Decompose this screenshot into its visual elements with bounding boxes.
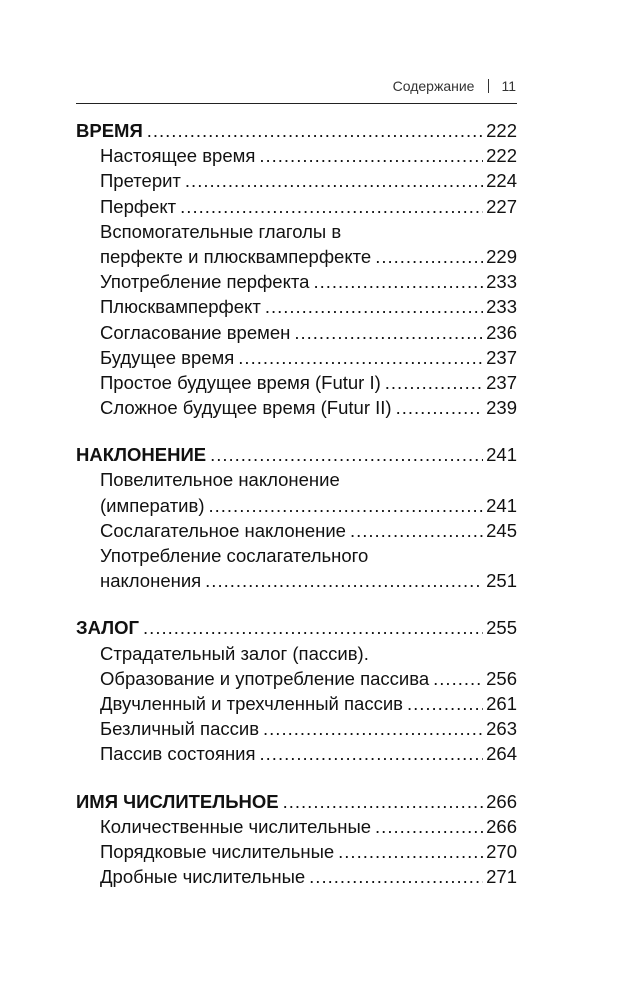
toc-subentry[interactable] <box>76 814 517 839</box>
subentry-title: Повелительное наклонение <box>100 469 340 491</box>
toc-chapter-entry[interactable] <box>76 118 517 143</box>
subentry-title: наклонения <box>100 570 202 592</box>
toc-subentry[interactable] <box>76 395 517 420</box>
toc-subentry[interactable] <box>76 143 517 168</box>
dot-leader <box>375 244 483 269</box>
dot-leader <box>238 345 483 370</box>
page-number: 11 <box>501 78 516 94</box>
dot-leader <box>283 789 484 814</box>
header-rule <box>76 103 517 104</box>
toc-subentry[interactable] <box>76 518 517 543</box>
toc-subentry-line[interactable] <box>76 543 517 568</box>
subentry-title: перфекте и плюсквамперфекте <box>100 245 372 267</box>
subentry-page-number: 256 <box>486 667 517 689</box>
dot-leader <box>209 493 484 518</box>
toc-subentry[interactable] <box>76 345 517 370</box>
dot-leader <box>375 814 483 839</box>
toc-chapter-entry[interactable] <box>76 615 517 640</box>
dot-leader <box>385 370 483 395</box>
subentry-title: Плюсквамперфект <box>100 296 261 318</box>
chapter-page-number: 255 <box>486 617 517 639</box>
toc-subentry[interactable] <box>76 370 517 395</box>
toc-subentry[interactable] <box>76 320 517 345</box>
dot-leader <box>396 395 484 420</box>
subentry-page-number: 222 <box>486 145 517 167</box>
toc-subentry[interactable] <box>76 294 517 319</box>
subentry-title: Двучленный и трехчленный пассив <box>100 692 403 714</box>
subentry-page-number: 229 <box>486 245 517 267</box>
chapter-page-number: 222 <box>486 120 517 141</box>
toc-subentry[interactable] <box>76 194 517 219</box>
toc-subentry-line[interactable] <box>76 641 517 666</box>
dot-leader <box>210 442 483 467</box>
subentry-title: Дробные числительные <box>100 866 306 888</box>
subentry-title: Безличный пассив <box>100 718 260 740</box>
toc-subentry[interactable] <box>76 839 517 864</box>
dot-leader <box>294 320 483 345</box>
dot-leader <box>350 518 483 543</box>
subentry-page-number: 237 <box>486 346 517 368</box>
dot-leader <box>259 143 483 168</box>
chapter-title: ВРЕМЯ <box>76 120 143 141</box>
subentry-page-number: 224 <box>486 170 517 192</box>
toc-subentry[interactable] <box>76 568 517 593</box>
subentry-title: Количественные числительные <box>100 815 372 837</box>
subentry-title: Простое будущее время (Futur I) <box>100 371 381 393</box>
subentry-page-number: 239 <box>486 397 517 419</box>
subentry-title: (императив) <box>100 494 205 516</box>
toc-subentry[interactable] <box>76 864 517 889</box>
subentry-page-number: 264 <box>486 743 517 765</box>
toc-section <box>76 789 517 890</box>
toc-subentry-line[interactable] <box>76 219 517 244</box>
subentry-page-number: 233 <box>486 271 517 293</box>
dot-leader <box>143 615 483 640</box>
chapter-title: НАКЛОНЕНИЕ <box>76 444 207 466</box>
subentry-title: Претерит <box>100 170 181 192</box>
running-header <box>76 78 516 102</box>
subentry-page-number: 227 <box>486 195 517 217</box>
subentry-title: Пассив состояния <box>100 743 256 765</box>
toc-subentry[interactable] <box>76 269 517 294</box>
toc-subentry[interactable] <box>76 716 517 741</box>
toc-chapter-entry[interactable] <box>76 442 517 467</box>
subentry-page-number: 241 <box>486 494 517 516</box>
dot-leader <box>185 168 483 193</box>
dot-leader <box>263 716 483 741</box>
toc-subentry-line[interactable] <box>76 467 517 492</box>
dot-leader <box>205 568 483 593</box>
dot-leader <box>265 294 483 319</box>
toc-section <box>76 442 517 593</box>
subentry-page-number: 236 <box>486 321 517 343</box>
dot-leader <box>309 864 483 889</box>
toc-subentry[interactable] <box>76 691 517 716</box>
subentry-page-number: 263 <box>486 718 517 740</box>
chapter-title: ИМЯ ЧИСЛИТЕЛЬНОЕ <box>76 790 279 812</box>
subentry-page-number: 270 <box>486 840 517 862</box>
toc-subentry[interactable] <box>76 168 517 193</box>
subentry-title: Сослагательное наклонение <box>100 519 346 541</box>
toc-subentry[interactable] <box>76 244 517 269</box>
dot-leader <box>180 194 483 219</box>
subentry-title: Порядковые числительные <box>100 840 335 862</box>
subentry-title: Настоящее время <box>100 145 256 167</box>
subentry-title: Употребление сослагательного <box>100 545 369 566</box>
subentry-title: Вспомогательные глаголы в <box>100 220 342 242</box>
toc-section <box>76 118 517 420</box>
subentry-title: Будущее время <box>100 346 235 368</box>
dot-leader <box>407 691 483 716</box>
dot-leader <box>313 269 483 294</box>
subentry-page-number: 233 <box>486 296 517 318</box>
subentry-page-number: 266 <box>486 815 517 837</box>
chapter-page-number: 241 <box>486 444 517 466</box>
subentry-title: Страдательный залог (пассив). <box>100 642 369 664</box>
subentry-title: Перфект <box>100 195 177 217</box>
toc-subentry[interactable] <box>76 493 517 518</box>
subentry-page-number: 237 <box>486 371 517 393</box>
toc-section <box>76 615 517 766</box>
dot-leader <box>260 741 484 766</box>
subentry-title: Образование и употребление пассива <box>100 667 430 689</box>
toc-chapter-entry[interactable] <box>76 789 517 814</box>
header-divider <box>488 79 489 93</box>
chapter-title: ЗАЛОГ <box>76 617 140 639</box>
dot-leader <box>147 118 483 143</box>
subentry-title: Согласование времен <box>100 321 291 343</box>
subentry-title: Употребление перфекта <box>100 271 310 293</box>
chapter-page-number: 266 <box>486 790 517 812</box>
subentry-page-number: 271 <box>486 866 517 888</box>
toc-subentry[interactable] <box>76 741 517 766</box>
toc-subentry[interactable] <box>76 666 517 691</box>
subentry-page-number: 251 <box>486 570 517 592</box>
running-header-section: Содержание <box>392 78 475 94</box>
dot-leader <box>433 666 483 691</box>
subentry-page-number: 245 <box>486 519 517 541</box>
table-of-contents <box>76 118 517 911</box>
dot-leader <box>338 839 483 864</box>
subentry-title: Сложное будущее время (Futur II) <box>100 397 392 419</box>
subentry-page-number: 261 <box>486 692 517 714</box>
